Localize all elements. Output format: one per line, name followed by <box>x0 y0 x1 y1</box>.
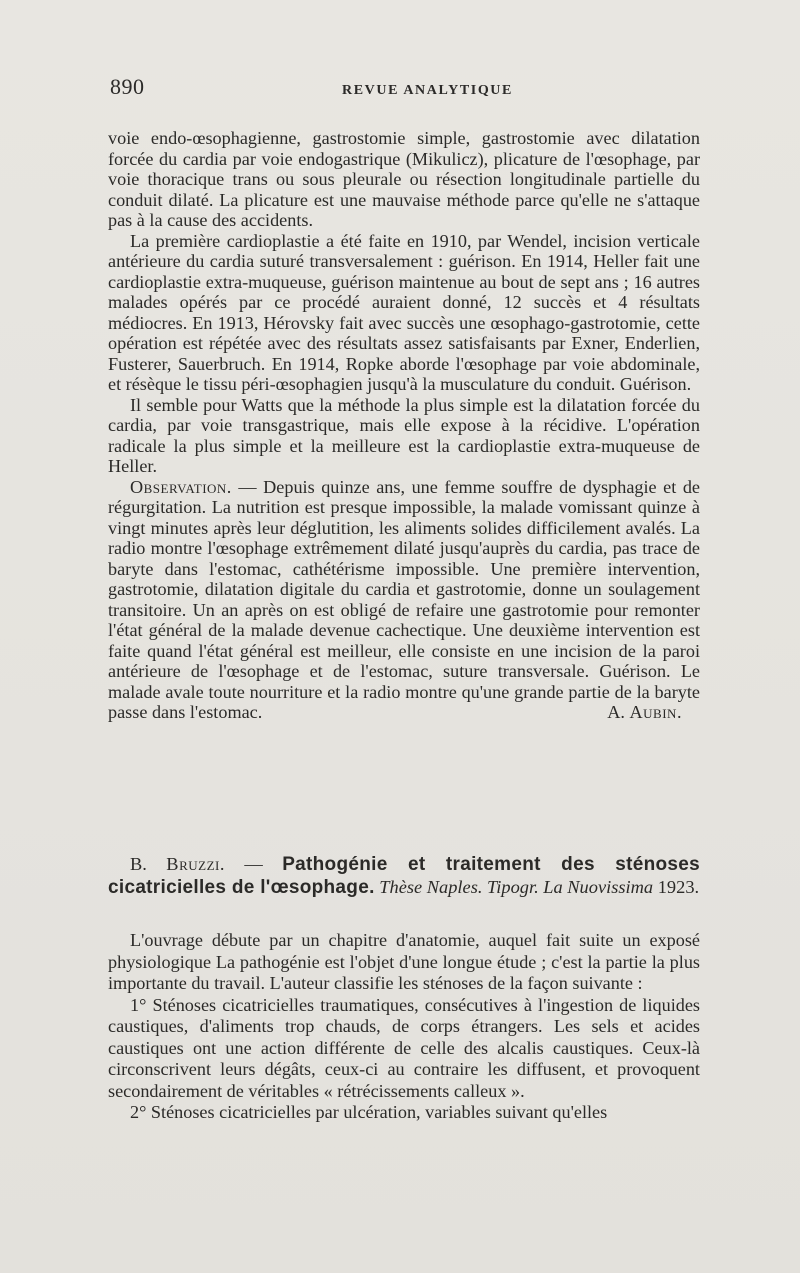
running-head: REVUE ANALYTIQUE <box>342 83 513 98</box>
paragraph-methods: voie endo-œsophagienne, gastrostomie simple, gastrostomie avec dilatation forcée du cardia par voie endogastrique (Mikulicz), plicature de l'œsophage, par voie thoracique trans ou sous pleurale ou résection longitudinale partielle du conduit dilaté. La plicature est une mauvaise méthode parce qu'elle ne s'attaque pas à la cause des accidents. <box>108 128 700 230</box>
author-initial: B. <box>130 854 167 874</box>
author-name: Bruzzi. <box>166 854 225 874</box>
page-header <box>110 74 700 108</box>
observation-text: Depuis quinze ans, une femme souffre de dysphagie et de régurgitation. La nutrition est presque impossible, la malade vomissant quinze à vingt minutes après leur déglutition, les aliments solides difficilement avalés. La radio montre l'œsophage extrêmement dilaté jusqu'auprès du cardia, pas trace de baryte dans l'estomac, cathétérisme impossible. Une première intervention, gastrotomie, dilatation digitale du cardia et gastrotomie, donne un soulagement transitoire. Un an après on est obligé de refaire une gastrotomie pour remonter l'état général de la malade devenue cachectique. Une deuxième intervention est faite quand l'état général est meilleur, elle consiste en une incision de la paroi antérieure de l'œsophage et de l'estomac, suture transversale. Guérison. Le malade avale toute nourriture et la radio montre qu'une grande partie de la baryte passe dans l'estomac. <box>108 476 700 722</box>
observation-label: Observation. <box>130 476 232 497</box>
article-title: Pathogénie et traitement des sténoses cicatricielles de l'œsophage. <box>108 854 700 898</box>
article-source: Thèse Naples. Tipogr. La Nuovissima <box>379 877 654 897</box>
paragraph-ulcer-stenoses: 2° Sténoses cicatricielles par ulcération, variables suivant qu'elles <box>130 1102 608 1122</box>
citation-dash: — <box>224 854 283 874</box>
paragraph-history: La première cardioplastie a été faite en 1910, par Wendel, incision verticale antérieure du cardia suturé transversalement : guérison. En 1914, Heller fait une cardioplastie extra-muqueuse, guérison maintenue au bout de sept ans ; 16 autres malades opérés par ce procédé auraient donné, 12 succès et 4 résultats médiocres. En 1913, Hérovsky fait avec succès une œsophago-gastrotomie, cette opération est répétée avec des résultats assez satisfaisants par Exner, Enderlien, Fusterer, Sauerbruch. En 1914, Ropke aborde l'œsophage par voie abdominale, et résèque le tissu péri-œsophagien jusqu'à la musculature du conduit. Guérison. <box>108 230 700 394</box>
paragraph-observation <box>108 477 700 723</box>
review-continuation <box>108 128 700 723</box>
page-number: 890 <box>110 74 145 99</box>
citation <box>108 853 700 899</box>
review-citation <box>108 853 700 899</box>
paragraph-conclusion: Il semble pour Watts que la méthode la plus simple est la dilatation forcée du cardia, par voie transgastrique, mais elle expose à la récidive. L'opération radicale la plus simple et la meilleure est la cardioplastie extra-muqueuse de Heller. <box>108 394 700 476</box>
observation-dash: — <box>231 476 264 497</box>
review-body <box>108 930 700 1124</box>
paragraph-traumatic-stenoses: 1° Sténoses cicatricielles traumatiques, consécutives à l'ingestion de liquides caustiques, d'aliments trop chauds, de corps étrangers. Les sels et acides caustiques ont une action différente de celle des alcalis caustiques. Ceux-là circonscrivent leurs dégâts, ceux-ci au contraire les diffusent, et provoquent secondairement de véritables « rétrécissements calleux ». <box>108 994 700 1101</box>
signature-initial: A. <box>607 702 630 722</box>
signature-name: Aubin. <box>629 702 682 722</box>
article-year: 1923. <box>657 877 700 897</box>
paragraph-overview: L'ouvrage débute par un chapitre d'anatomie, auquel fait suite un exposé physiologique La pathogénie est l'objet d'une longue étude ; c'est la partie la plus importante du travail. L'auteur classifie les sténoses de la façon suivante : <box>108 930 700 993</box>
